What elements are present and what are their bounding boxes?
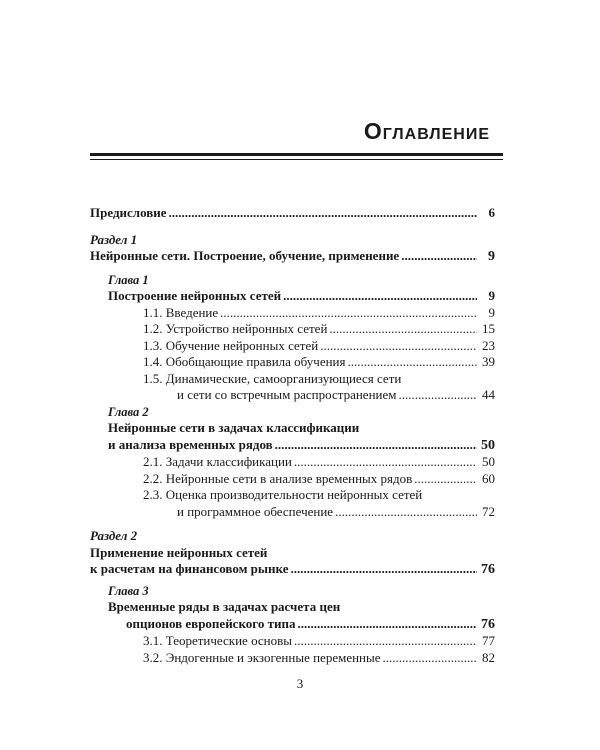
toc-entry-chapter3 (126, 616, 495, 634)
toc-entry-chapter3-line1: Временные ряды в задачах расчета цен (108, 599, 341, 614)
toc-entry-label: и программное обеспечение (177, 503, 334, 519)
toc-entry-3-2 (143, 650, 495, 667)
toc-leader-dots (335, 504, 477, 521)
toc-leader-dots (320, 338, 477, 355)
toc-leader-dots (275, 437, 477, 454)
toc-entry-page: 9 (488, 304, 495, 320)
toc-entry-label: 1.2. Устройство нейронных сетей (143, 321, 328, 336)
page-title: Оглавление (363, 118, 490, 144)
toc-entry-2-3 (177, 504, 495, 521)
toc-leader-dots (220, 305, 477, 322)
toc-entry-1-1 (143, 305, 495, 322)
toc-entry-chapter2-line1: Нейронные сети в задачах классификации (108, 420, 360, 435)
toc-entry-page: 82 (482, 649, 495, 665)
toc-entry-page: 50 (482, 454, 495, 469)
toc-entry-page: 6 (488, 205, 495, 220)
toc-entry-page: 50 (481, 437, 495, 453)
toc-leader-dots (290, 561, 477, 578)
toc-entry-1-3 (143, 338, 495, 355)
part-heading: Раздел 1 (90, 231, 138, 247)
toc-entry-label: опционов европейского типа (126, 615, 296, 631)
toc-entry-page: 15 (482, 321, 495, 336)
toc-entry-label: 2.1. Задачи классификации (143, 454, 292, 469)
title-rule-thin (90, 159, 503, 160)
toc-entry-label: Предисловие (90, 205, 167, 220)
toc-entry-1-5 (177, 387, 495, 404)
toc-entry-1-2 (143, 321, 495, 338)
toc-entry-chapter1 (108, 288, 495, 305)
toc-leader-dots (414, 471, 477, 488)
toc-leader-dots (329, 321, 477, 338)
title-rule-thick (90, 153, 503, 156)
toc-entry-label: 3.1. Теоретические основы (143, 633, 292, 648)
toc-entry-1-4 (143, 354, 495, 371)
toc-entry-page: 39 (482, 354, 495, 369)
toc-entry-preface (90, 205, 495, 222)
toc-entry-part2 (90, 561, 495, 579)
toc-entry-1-5-line1: 1.5. Динамические, самоорганизующиеся сети (143, 370, 402, 386)
toc-leader-dots (398, 387, 477, 404)
chapter-heading: Глава 2 (108, 404, 149, 419)
toc-entry-page: 9 (488, 249, 495, 264)
toc-leader-dots (283, 288, 477, 305)
toc-entry-label: 1.4. Обобщающие правила обучения (143, 354, 346, 369)
toc-entry-page: 76 (481, 616, 495, 632)
part-heading: Раздел 2 (90, 528, 138, 543)
toc-entry-page: 76 (481, 562, 495, 577)
toc-entry-label: 1.3. Обучение нейронных сетей (143, 337, 319, 353)
toc-entry-2-3-line1: 2.3. Оценка производительности нейронных сетей (143, 487, 423, 502)
toc-entry-part2-line1: Применение нейронных сетей (90, 544, 268, 560)
toc-entry-label: и сети со встречным распространением (177, 387, 397, 402)
toc-entry-label: 1.1. Введение (143, 304, 219, 320)
toc-leader-dots (297, 616, 477, 633)
toc-entry-label: 3.2. Эндогенные и экзогенные переменные (143, 649, 381, 665)
toc-leader-dots (294, 454, 477, 471)
toc-leader-dots (294, 633, 477, 650)
toc-leader-dots (383, 650, 477, 667)
toc-entry-label: Построение нейронных сетей (108, 288, 282, 303)
page-number: 3 (296, 676, 304, 691)
chapter-heading: Глава 3 (108, 583, 149, 598)
toc-entry-label: 2.2. Нейронные сети в анализе временных рядов (143, 470, 413, 486)
table-of-contents (90, 205, 495, 666)
toc-entry-page: 23 (482, 337, 495, 353)
toc-leader-dots (169, 205, 477, 222)
toc-entry-part1 (90, 248, 495, 266)
toc-entry-page: 9 (488, 288, 495, 303)
toc-entry-chapter2 (108, 437, 495, 455)
toc-entry-label: Нейронные сети. Построение, обучение, применение (90, 248, 400, 263)
toc-entry-page: 60 (482, 470, 495, 486)
toc-entry-label: к расчетам на финансовом рынке (90, 561, 289, 576)
toc-entry-page: 77 (482, 633, 495, 648)
chapter-heading: Глава 1 (108, 272, 149, 287)
toc-entry-3-1 (143, 633, 495, 650)
toc-entry-page: 44 (482, 387, 495, 402)
toc-entry-page: 72 (482, 503, 495, 519)
toc-leader-dots (348, 354, 478, 371)
toc-leader-dots (401, 248, 477, 265)
toc-entry-label: и анализа временных рядов (108, 436, 273, 452)
toc-entry-2-2 (143, 471, 495, 488)
toc-entry-2-1 (143, 454, 495, 471)
